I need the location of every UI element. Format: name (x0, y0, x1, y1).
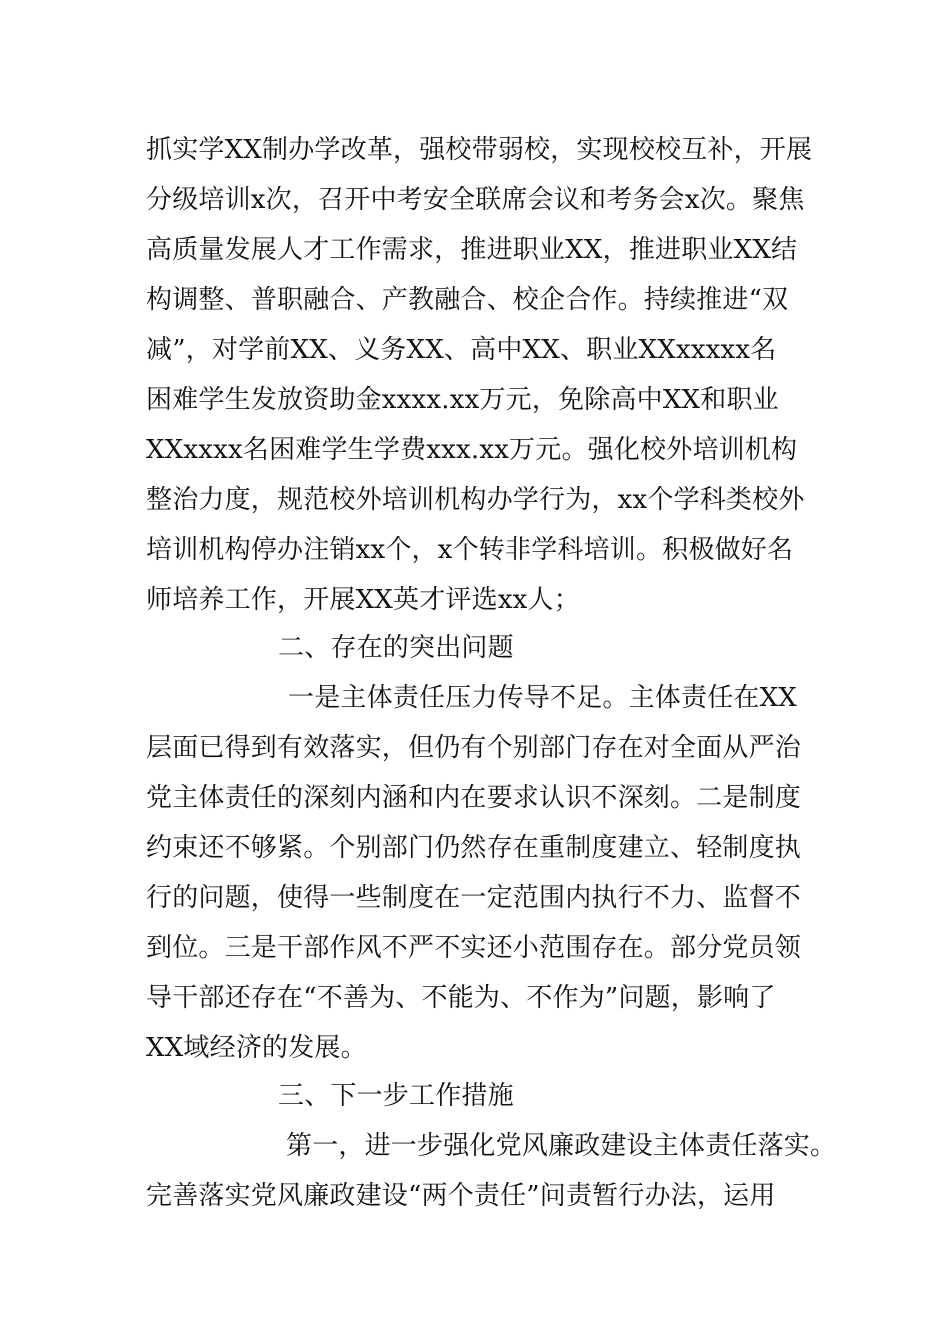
text-line: 党主体责任的深刻内涵和内在要求认识不深刻。二是制度 (146, 783, 802, 813)
section-heading-next-steps: 三、下一步工作措施 (278, 1081, 514, 1111)
text-line: 一是主体责任压力传导不足。主体责任在XX (288, 683, 798, 713)
text-line: 培训机构停办注销xx个，x个转非学科培训。积极做好名 (146, 535, 794, 565)
text-line: 抓实学XX制办学改革，强校带弱校，实现校校互补，开展 (146, 135, 813, 165)
text-line: 完善落实党风廉政建设“两个责任”问责暂行办法，运用 (146, 1181, 776, 1211)
section-heading-problems: 二、存在的突出问题 (278, 633, 514, 663)
text-line: 构调整、普职融合、产教融合、校企合作。持续推进“双 (146, 285, 789, 315)
text-line: 师培养工作，开展XX英才评选xx人； (146, 585, 580, 615)
text-line: 困难学生发放资助金xxxx.xx万元，免除高中XX和职业 (146, 385, 779, 415)
text-line: 行的问题，使得一些制度在一定范围内执行不力、监督不 (146, 883, 802, 913)
text-line: XXxxxx名困难学生学费xxx.xx万元。强化校外培训机构 (146, 435, 798, 465)
text-line: 高质量发展人才工作需求，推进职业XX，推进职业XX结 (146, 235, 798, 265)
text-line: 整治力度，规范校外培训机构办学行为，xx个学科类校外 (146, 485, 805, 515)
text-line: 导干部还存在“不善为、不能为、不作为”问题，影响了 (146, 983, 776, 1013)
text-line: 分级培训x次，召开中考安全联席会议和考务会x次。聚焦 (146, 185, 805, 215)
text-line: 到位。三是干部作风不严不实还小范围存在。部分党员领 (146, 933, 802, 963)
text-line: 减”，对学前XX、义务XX、高中XX、职业XXxxxxx名 (146, 335, 777, 365)
text-line: 约束还不够紧。个别部门仍然存在重制度建立、轻制度执 (146, 833, 802, 863)
text-line: 层面已得到有效落实，但仍有个别部门存在对全面从严治 (146, 733, 802, 763)
text-line: XX域经济的发展。 (146, 1033, 367, 1063)
text-line: 第一，进一步强化党风廉政建设主体责任落实。 (286, 1131, 837, 1161)
